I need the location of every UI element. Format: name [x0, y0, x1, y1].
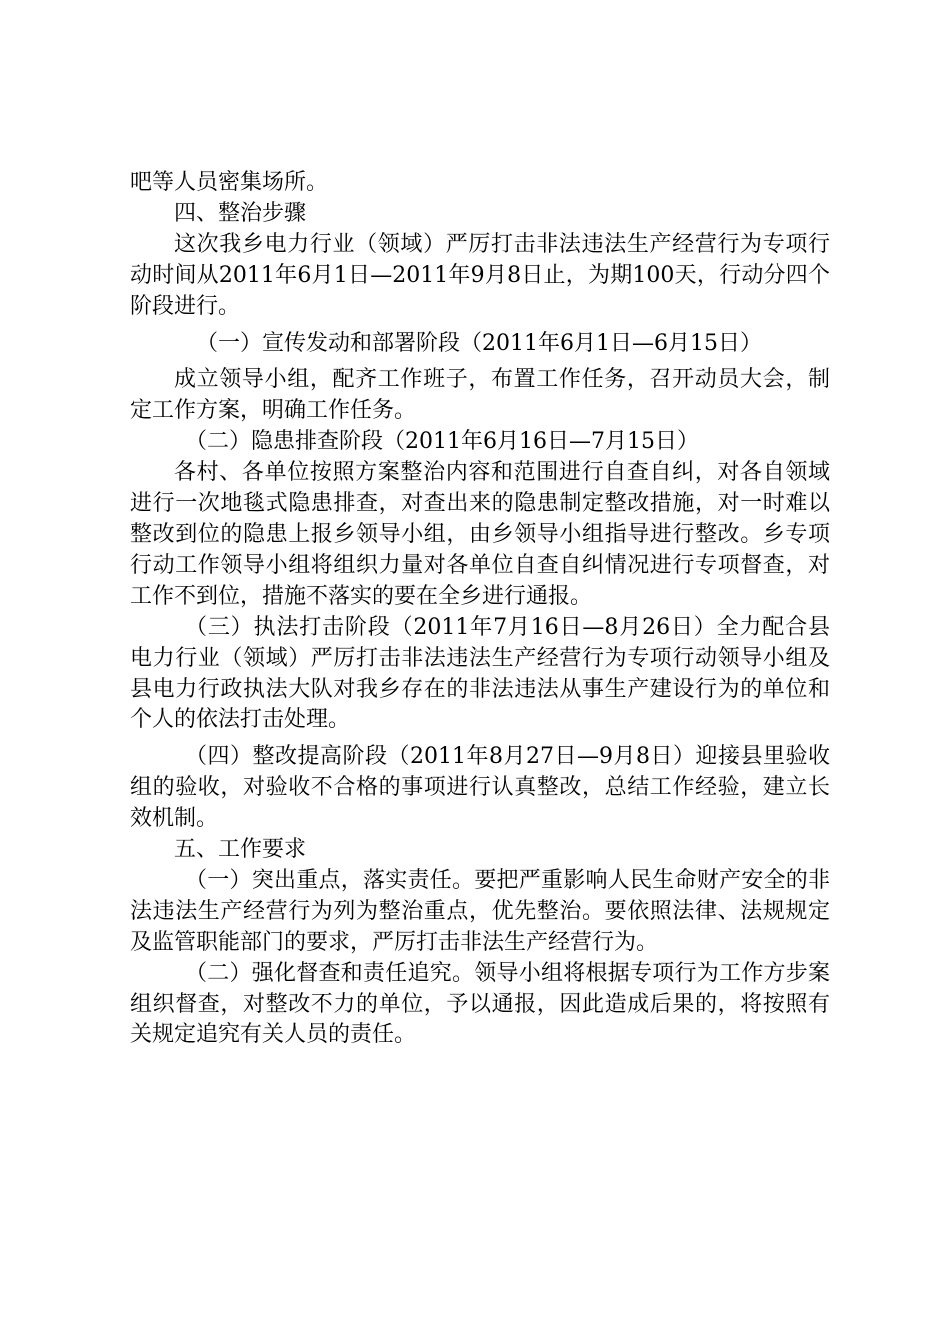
- paragraph-phase-one: 成立领导小组，配齐工作班子，布置工作任务，召开动员大会，制定工作方案，明确工作任务。: [130, 367, 830, 424]
- paragraph-requirement-one: （一）突出重点，落实责任。要把严重影响人民生命财产安全的非法违法生产经营行为列为整治重点，优先整治。要依照法律、法规规定及监管职能部门的要求，严厉打击非法生产经营行为。: [130, 867, 830, 955]
- paragraph-phase-two: 各村、各单位按照方案整治内容和范围进行自查自纠，对各自领域进行一次地毯式隐患排查，对查出来的隐患制定整改措施，对一时难以整改到位的隐患上报乡领导小组，由乡领导小组指导进行整改。乡专项行动工作领导小组将组织力量对各单位自查自纠情况进行专项督查，对工作不到位，措施不落实的要在全乡进行通报。: [130, 460, 830, 609]
- section-heading-requirements: 五、工作要求: [174, 837, 307, 863]
- paragraph-continuation: 吧等人员密集场所。: [130, 170, 329, 195]
- document-body: [130, 168, 830, 1051]
- paragraph-phase-three: （三）执法打击阶段（2011年7月16日—8月26日）全力配合县电力行业（领域）严厉打击非法违法生产经营行为专项行动领导小组及县电力行政执法大队对我乡存在的非法违法从事生产建设行为的单位和个人的依法打击处理。: [130, 614, 830, 733]
- paragraph-phase-four: （四）整改提高阶段（2011年8月27日—9月8日）迎接县里验收组的验收，对验收不合格的事项进行认真整改，总结工作经验，建立长效机制。: [130, 744, 830, 832]
- paragraph-requirement-two: （二）强化督查和责任追究。领导小组将根据专项行为工作方步案组织督查，对整改不力的单位，予以通报，因此造成后果的，将按照有关规定追究有关人员的责任。: [130, 960, 830, 1048]
- subheading-phase-two: （二）隐患排查阶段（2011年6月16日—7月15日）: [185, 429, 699, 455]
- paragraph-timeline: 这次我乡电力行业（领域）严厉打击非法违法生产经营行为专项行动时间从2011年6月1日—2011年9月8日止，为期100天，行动分四个阶段进行。: [130, 231, 830, 319]
- subheading-phase-one: （一）宣传发动和部署阶段（2011年6月1日—6月15日）: [196, 330, 762, 356]
- section-heading-steps: 四、整治步骤: [174, 200, 307, 226]
